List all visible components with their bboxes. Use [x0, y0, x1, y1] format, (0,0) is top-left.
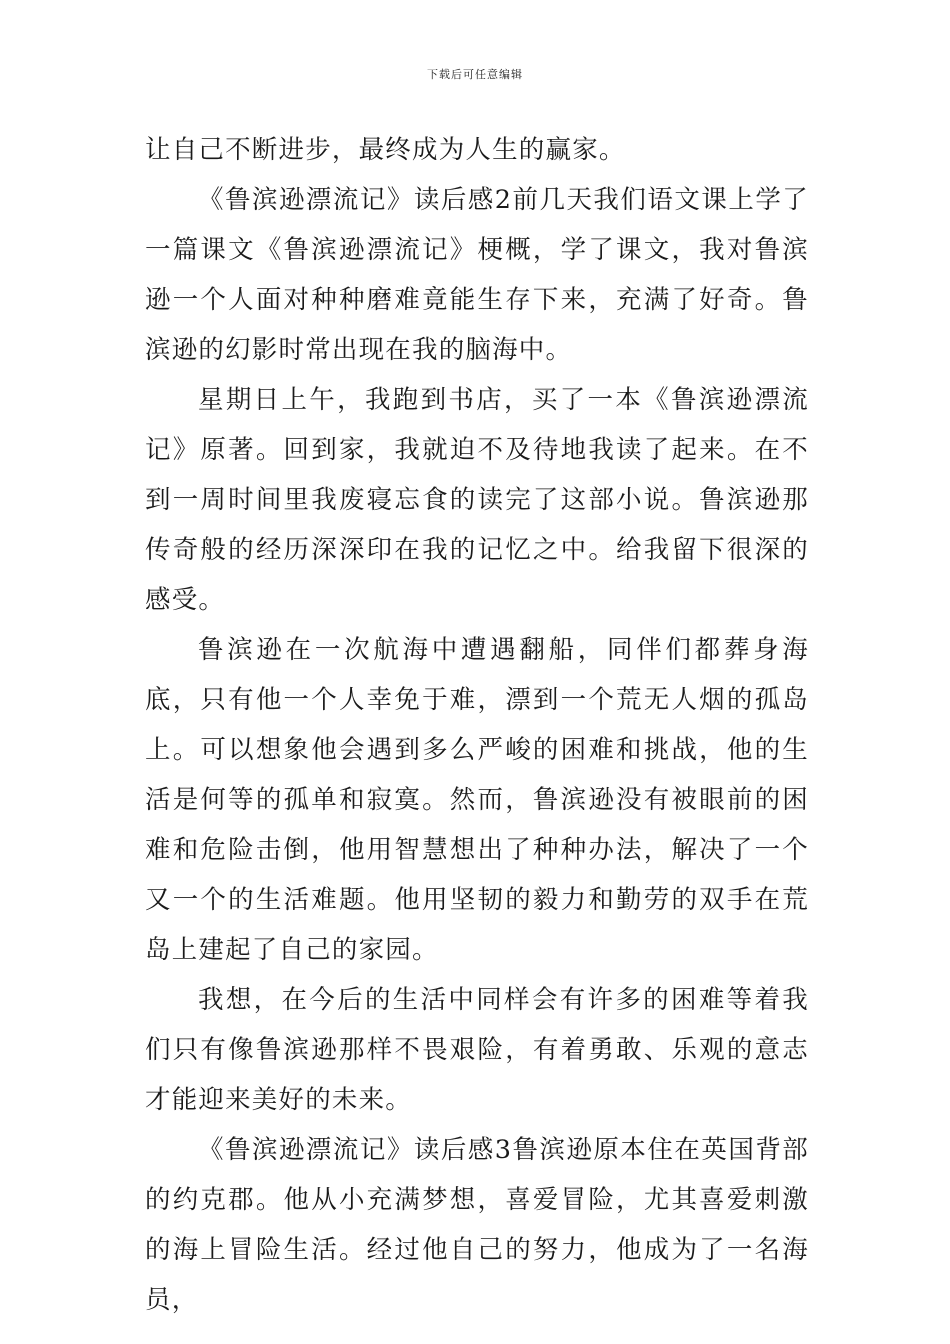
page-header: 下载后可任意编辑: [427, 68, 523, 81]
paragraph: 《鲁滨逊漂流记》读后感2前几天我们语文课上学了一篇课文《鲁滨逊漂流记》梗概，学了课文，我对鲁滨逊一个人面对种种磨难竟能生存下来，充满了好奇。鲁滨逊的幻影时常出现在我的脑海中。: [145, 185, 809, 365]
paragraph: 我想，在今后的生活中同样会有许多的困难等着我们只有像鲁滨逊那样不畏艰险，有着勇敢、乐观的意志才能迎来美好的未来。: [145, 985, 809, 1115]
document-body: [145, 125, 809, 1325]
paragraph: 让自己不断进步，最终成为人生的赢家。: [145, 135, 626, 165]
paragraph: 《鲁滨逊漂流记》读后感3鲁滨逊原本住在英国背部的约克郡。他从小充满梦想，喜爱冒险，尤其喜爱刺激的海上冒险生活。经过他自己的努力，他成为了一名海员，: [145, 1135, 809, 1315]
paragraph: 星期日上午，我跑到书店，买了一本《鲁滨逊漂流记》原著。回到家，我就迫不及待地我读了起来。在不到一周时间里我废寝忘食的读完了这部小说。鲁滨逊那传奇般的经历深深印在我的记忆之中。给我留下很深的感受。: [145, 385, 809, 615]
paragraph: 鲁滨逊在一次航海中遭遇翻船，同伴们都葬身海底，只有他一个人幸免于难，漂到一个荒无人烟的孤岛上。可以想象他会遇到多么严峻的困难和挑战，他的生活是何等的孤单和寂寞。然而，鲁滨逊没有被眼前的困难和危险击倒，他用智慧想出了种种办法，解决了一个又一个的生活难题。他用坚韧的毅力和勤劳的双手在荒岛上建起了自己的家园。: [145, 635, 809, 965]
